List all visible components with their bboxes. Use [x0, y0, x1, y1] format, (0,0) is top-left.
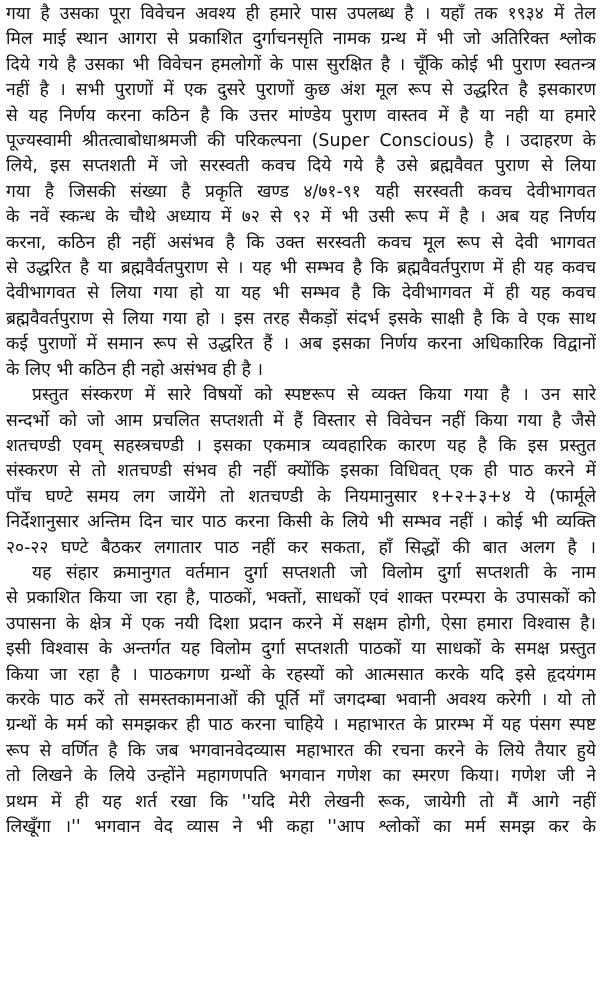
- text-line: के नवें स्कन्ध के चौथे अध्याय में ७२ से ९२ में भी उसी रूप में है । अब यह निर्णय: [6, 207, 596, 228]
- text-line: करके पाठ करें तो समस्तकामनाओं की पूर्ति माँ जगदम्बा भवानी अवश्य करेगी । यो तो: [6, 689, 596, 710]
- text-line: से उद्धरित है या ब्रह्मवैर्वतपुराण से । यह भी सम्भव है कि ब्रह्मवैवर्तपुराण में ही यह कवच: [6, 258, 596, 279]
- text-line: प्रथम में ही यह शर्त रखा कि ''यदि मेरी लेखनी रूक, जायेगी तो मैं आगे नहीं: [6, 791, 596, 812]
- text-line: करना, कठिन ही नहीं असंभव है कि उक्त सरस्वती कवच मूल रूप से देवी भागवत: [6, 232, 596, 253]
- text-line: कई पुराणों में समान रूप से उद्धरित हैं । अब इसका निर्णय करना अधिकारिक विद्वानों: [6, 334, 596, 355]
- text-line: देवीभागवत से लिया गया हो या यह भी सम्भव है कि देवीभागवत में ही यह कवच: [6, 283, 596, 304]
- text-line: रूप से वर्णित है कि जब भगवानवेदव्यास महाभारत की रचना करने के लिये तैयार हुये: [6, 740, 596, 761]
- paragraph-2: [6, 383, 596, 561]
- text-line: निर्देशानुसार अन्तिम दिन चार पाठ करना किसी के लिये भी सम्भव नहीं । कोई भी व्यक्ति: [6, 512, 596, 533]
- text-line: पूज्यस्वामी श्रीतत्वाबोधाश्रमजी की परिकल्पना (Super Conscious) है । उदाहरण के: [6, 131, 596, 152]
- text-line: किया जा रहा है । पाठकगण ग्रन्थों के रहस्यों को आत्मसात करके यदि इसे हृदयंगम: [6, 664, 596, 685]
- text-line: मिल माई स्थान आगरा से प्रकाशित दुर्गाचनसृति नामक ग्रन्थ में भी जो अतिरिक्त श्लोक: [6, 29, 596, 50]
- text-line: उपासना के क्षेत्र में एक नयी दिशा प्रदान करने में सक्षम होगी, ऐसा हमारा विश्वास है।: [6, 613, 596, 634]
- text-line: लिये, इस सप्तशती में जो सरस्वती कवच दिये गये है उसे ब्रह्मवैवत पुराण से लिया: [6, 156, 596, 177]
- text-line: ग्रन्थों के मर्म को समझकर ही पाठ करना चाहिये । महाभारत के प्रारम्भ में यह पंसग स्पष्ट: [6, 715, 596, 736]
- text-line: इसी विश्वास के अन्तर्गत यह विलोम दुर्गा सप्तशती पाठकों या साधकों के समक्ष प्रस्तुत: [6, 639, 596, 660]
- text-line: पाँच घण्टे समय लग जायेंगे तो शतचण्डी के नियमानुसार १+२+३+४ ये (फार्मूले: [6, 486, 596, 507]
- text-line: शतचण्डी एवम् सहस्त्रचण्डी । इसका एकमात्र व्यवहारिक कारण यह है कि इस प्रस्तुत: [6, 435, 596, 456]
- paragraph-3: [6, 561, 596, 840]
- text-line: तो लिखने के लिये उन्होंने महागणपति भगवान गणेश का स्मरण किया। गणेश जी ने: [6, 766, 596, 787]
- text-line: यह संहार क्रमानुगत वर्तमान दुर्गा सप्तशती जो विलोम दुर्गा सप्तशती के नाम: [32, 562, 596, 583]
- paragraph-1: [6, 2, 596, 383]
- text-line: गया है उसका पूरा विवेचन अवश्य ही हमारे पास उपलब्ध है । यहाँ तक १९३४ में तेल: [6, 4, 596, 24]
- text-line: संस्करण से तो शतचण्डी संभव ही नहीं क्योंकि इसका विधिवत् एक ही पाठ करने में: [6, 461, 596, 482]
- text-line: सन्दर्भो को जो आम प्रचलित सप्तशती में हैं विस्तार से विवेचन नहीं किया गया है जैसे: [6, 410, 596, 431]
- text-line: से प्रकाशित किया जा रहा है, पाठकों, भक्तों, साधकों एवं शाक्त परम्परा के उपासकों को: [6, 588, 596, 609]
- text-line: के लिए भी कठिन ही नहो असंभव ही है ।: [6, 359, 263, 380]
- text-line: लिखूँगा ।'' भगवान वेद व्यास ने भी कहा ''आप श्लोकों का मर्म समझ कर के: [6, 817, 596, 837]
- text-line: नहीं है । सभी पुराणों में एक दुसरे पुराणों कुछ अंश मूल रूप से उद्धरित है इसकारण: [6, 80, 596, 101]
- text-line: दिये गये है उसका भी विवेचन हमलोगों के पास सुरक्षित है । चूँकि कोई भी पुराण स्वतन्त्र: [6, 54, 596, 75]
- text-line: से यह निर्णय करना कठिन है कि उत्तर मांण्डेय पुराण वास्तव में है या नही या हमारे: [6, 105, 596, 126]
- text-line: २०-२२ घण्टे बैठकर लगातार पाठ नहीं कर सकता, हाँ सिद्धों की बात अलग है ।: [6, 537, 596, 558]
- text-line: गया है जिसकी संख्या है प्रकृति खण्ड ४/७१-९१ यही सरस्वती कवच देवीभागवत: [6, 181, 596, 202]
- text-line: प्रस्तुत संस्करण में सारे विषयों को स्पष्टरूप से व्यक्त किया गया है । उन सारे: [32, 385, 596, 406]
- text-line: ब्रह्मवैवर्तपुराण से लिया गया हो । इस तरह सैकड़ों संदर्भ इसके साक्षी है कि वे एक साथ: [6, 308, 596, 329]
